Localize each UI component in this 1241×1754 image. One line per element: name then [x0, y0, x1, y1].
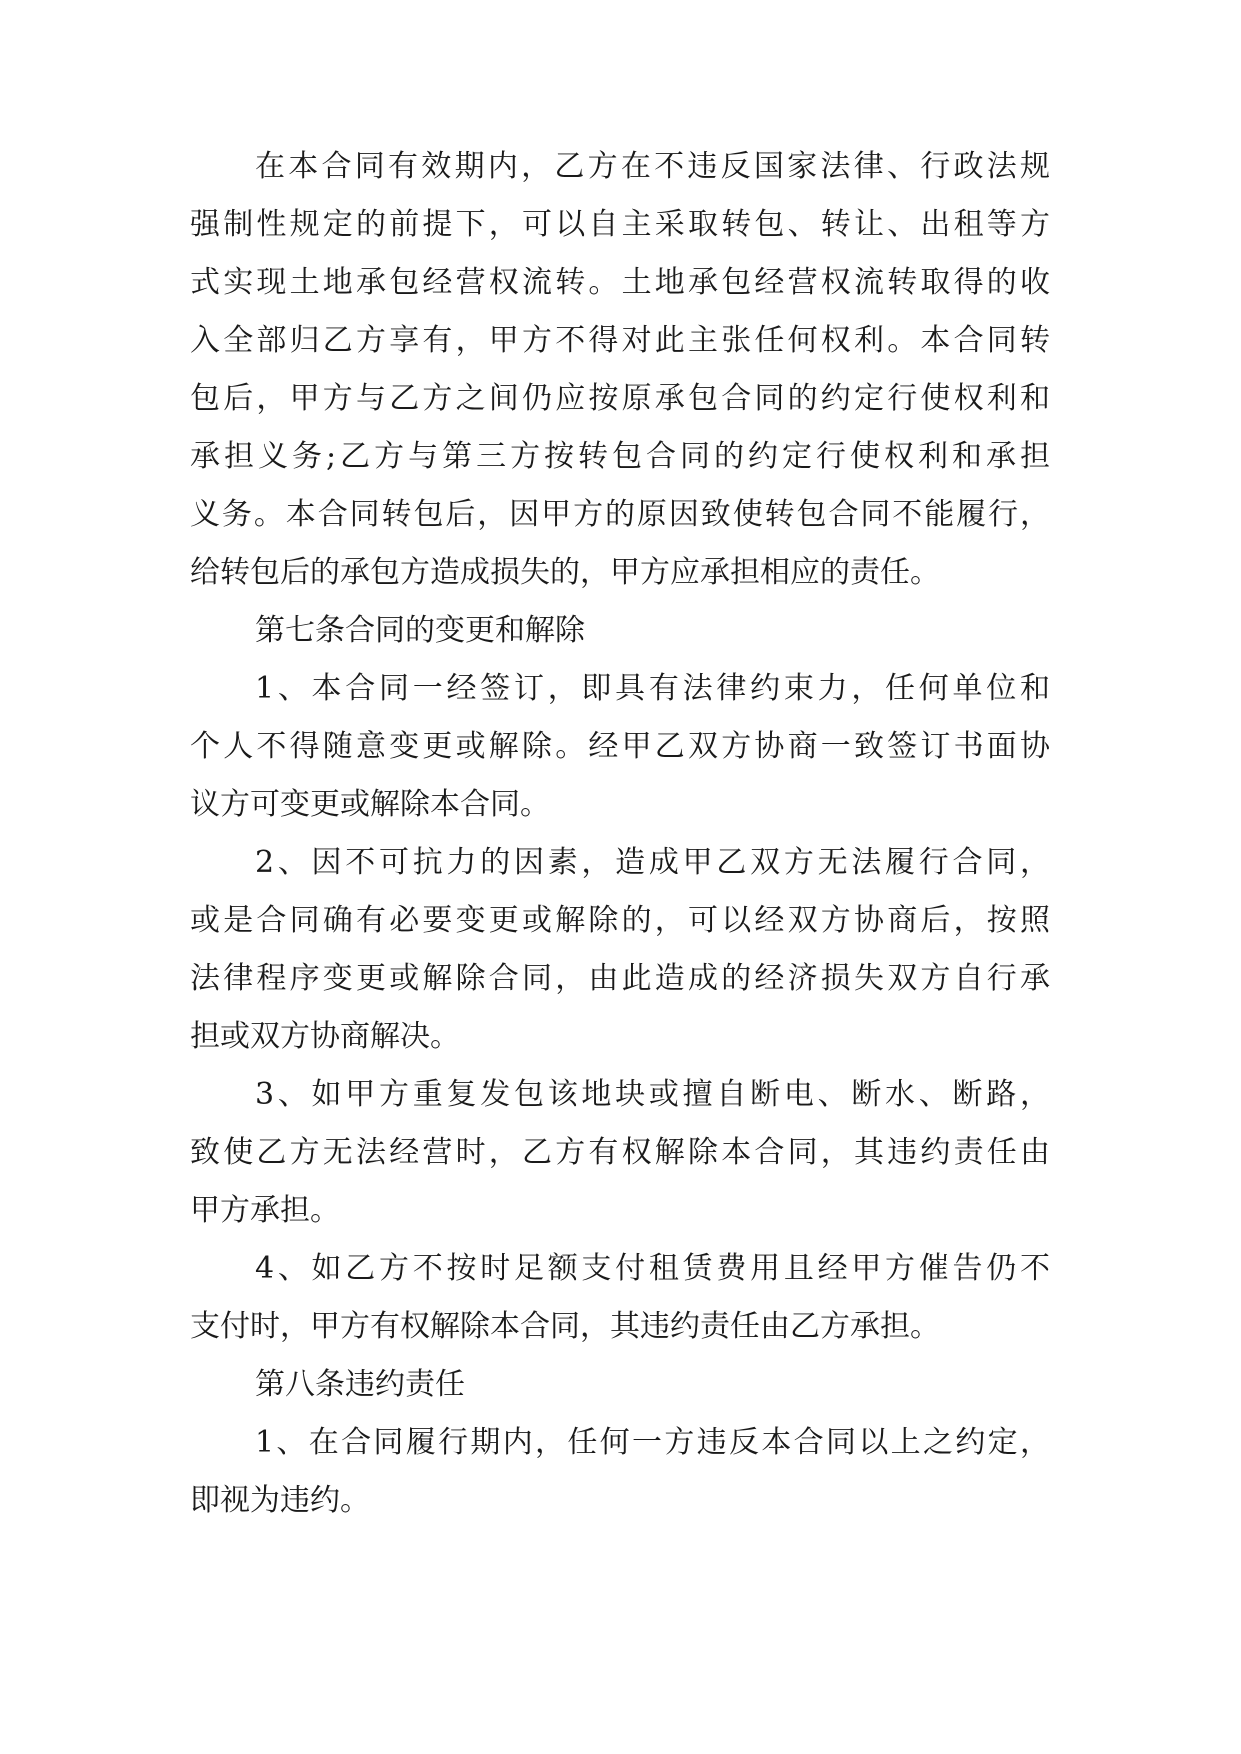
text-line: 甲方承担。 [190, 1193, 340, 1228]
text-line: 承担义务;乙方与第三方按转包合同的约定行使权利和承担 [190, 439, 1050, 474]
text-line: 2、因不可抗力的因素，造成甲乙双方无法履行合同， [255, 845, 1050, 880]
text-line: 个人不得随意变更或解除。经甲乙双方协商一致签订书面协 [190, 729, 1050, 764]
text-line: 即视为违约。 [190, 1483, 370, 1518]
text-line: 或是合同确有必要变更或解除的，可以经双方协商后，按照 [190, 903, 1050, 938]
text-line: 法律程序变更或解除合同，由此造成的经济损失双方自行承 [190, 961, 1050, 996]
text-line: 担或双方协商解决。 [190, 1019, 460, 1054]
text-line: 议方可变更或解除本合同。 [190, 787, 550, 822]
text-line: 入全部归乙方享有，甲方不得对此主张任何权利。本合同转 [190, 323, 1050, 358]
text-line: 包后，甲方与乙方之间仍应按原承包合同的约定行使权利和 [190, 381, 1050, 416]
text-line: 在本合同有效期内，乙方在不违反国家法律、行政法规 [255, 149, 1050, 184]
text-line: 1、在合同履行期内，任何一方违反本合同以上之约定， [255, 1425, 1050, 1460]
text-line: 式实现土地承包经营权流转。土地承包经营权流转取得的收 [190, 265, 1050, 300]
text-line: 1、本合同一经签订，即具有法律约束力，任何单位和 [255, 671, 1050, 706]
text-line: 义务。本合同转包后，因甲方的原因致使转包合同不能履行， [190, 497, 1050, 532]
section-heading: 第七条合同的变更和解除 [255, 613, 585, 648]
section-heading: 第八条违约责任 [255, 1367, 465, 1402]
text-line: 给转包后的承包方造成损失的，甲方应承担相应的责任。 [190, 555, 940, 590]
text-line: 3、如甲方重复发包该地块或擅自断电、断水、断路， [255, 1077, 1050, 1112]
text-line: 强制性规定的前提下，可以自主采取转包、转让、出租等方 [190, 207, 1050, 242]
text-line: 支付时，甲方有权解除本合同，其违约责任由乙方承担。 [190, 1309, 940, 1344]
text-line: 致使乙方无法经营时，乙方有权解除本合同，其违约责任由 [190, 1135, 1050, 1170]
text-line: 4、如乙方不按时足额支付租赁费用且经甲方催告仍不 [255, 1251, 1050, 1286]
